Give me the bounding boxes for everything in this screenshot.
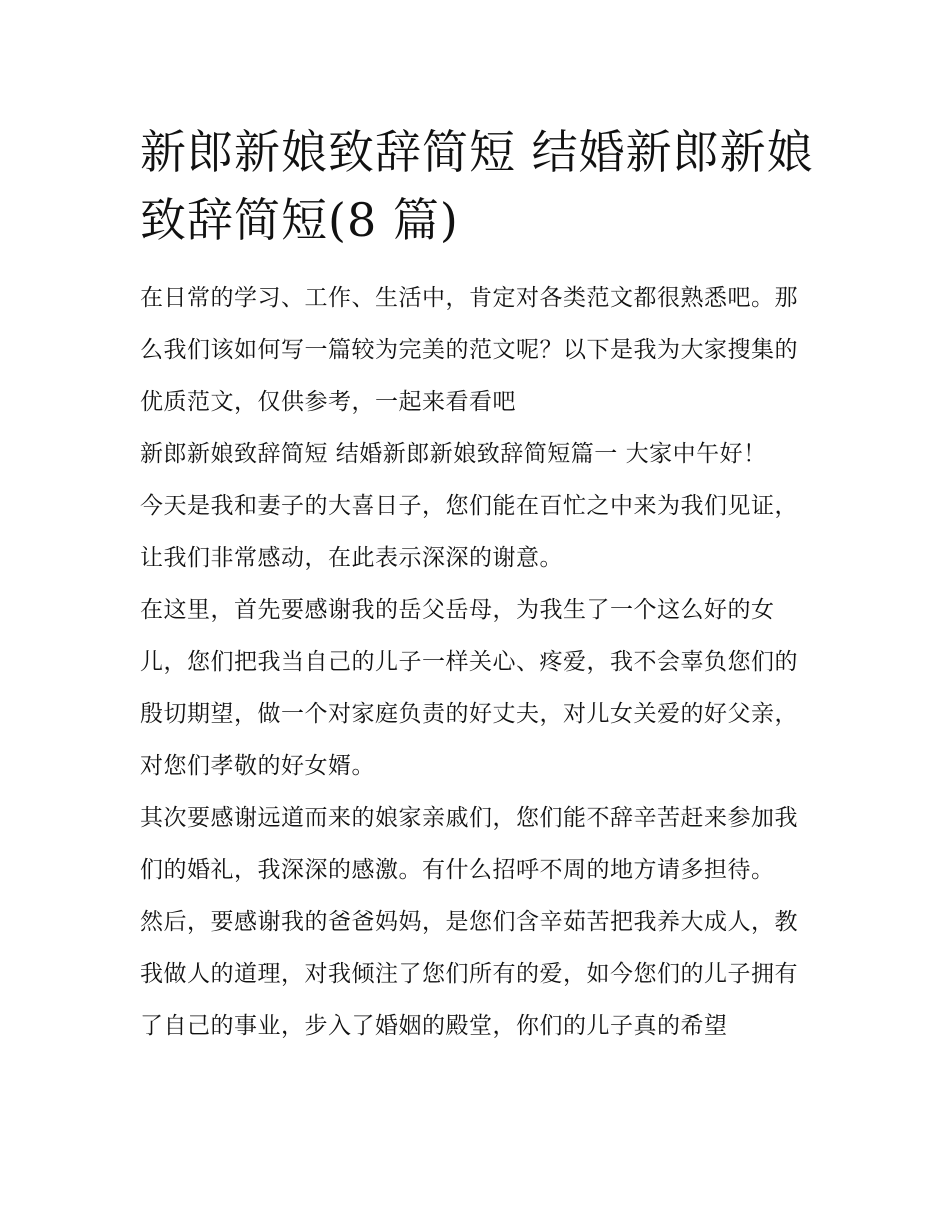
paragraph-thanks-in-laws: 在这里，首先要感谢我的岳父岳母，为我生了一个这么好的女儿，您们把我当自己的儿子一样关心、疼爱，我不会辜负您们的殷切期望，做一个对家庭负责的好丈夫，对儿女关爱的好父亲，对您们孝敬的好女婿。 xyxy=(140,597,798,779)
document-title: 新郎新娘致辞简短 结婚新郎新娘致辞简短(8 篇) xyxy=(140,125,814,247)
paragraph-thanks-guests: 今天是我和妻子的大喜日子，您们能在百忙之中来为我们见证，让我们非常感动，在此表示深深的谢意。 xyxy=(140,493,798,571)
paragraph-thanks-relatives: 其次要感谢远道而来的娘家亲戚们，您们能不辞辛苦赶来参加我们的婚礼，我深深的感激。有什么招呼不周的地方请多担待。 xyxy=(140,805,798,883)
paragraph-thanks-parents: 然后，要感谢我的爸爸妈妈，是您们含辛茹苦把我养大成人，教我做人的道理，对我倾注了您们所有的爱，如今您们的儿子拥有了自己的事业，步入了婚姻的殿堂，你们的儿子真的希望 xyxy=(140,909,798,1039)
document-body xyxy=(140,118,815,1052)
paragraph-intro: 在日常的学习、工作、生活中，肯定对各类范文都很熟悉吧。那么我们该如何写一篇较为完美的范文呢？以下是我为大家搜集的优质范文，仅供参考，一起来看看吧 xyxy=(140,285,798,415)
paragraph-section-heading: 新郎新娘致辞简短 结婚新郎新娘致辞简短篇一 大家中午好！ xyxy=(140,441,767,467)
